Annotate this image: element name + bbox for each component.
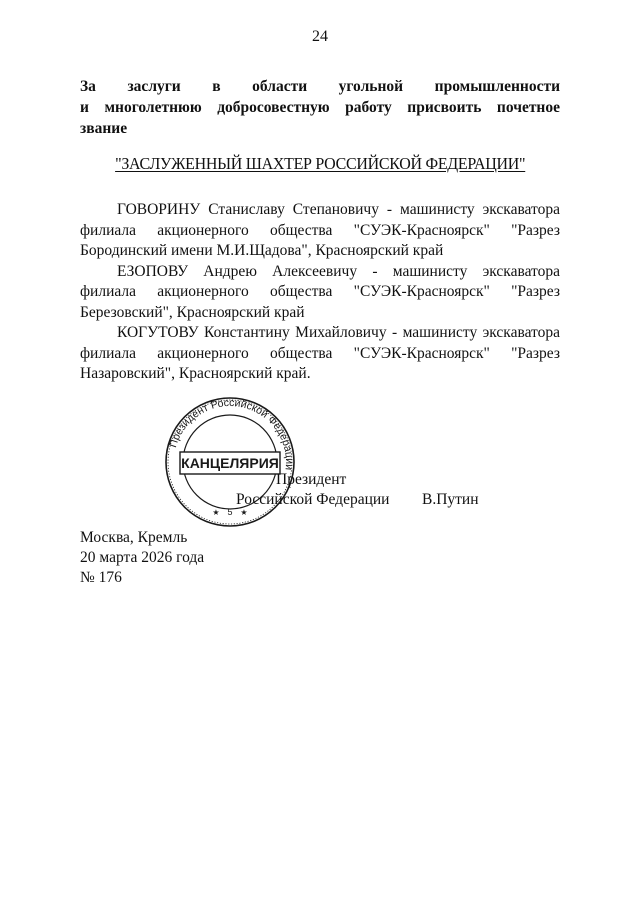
award-title-text: "ЗАСЛУЖЕННЫЙ ШАХТЕР РОССИЙСКОЙ ФЕДЕРАЦИИ" [114,154,526,173]
awardee-line: филиала акционерного общества "СУЭК-Красноярск" "Разрез [80,344,560,362]
awardee-line: филиала акционерного общества "СУЭК-Красноярск" "Разрез [80,283,560,300]
awardees-list [80,200,560,385]
page-number: 24 [312,28,328,45]
document-footer [80,528,380,588]
awardee-line: КОГУТОВУ Константину Михайловичу - машинисту экскаватора [117,324,560,341]
preamble-line-2: и многолетнюю добросовестную работу присвоить почетное [80,99,560,116]
signature-row [236,490,576,510]
signatory-position-line-1: Президент [276,471,347,488]
seal-ring-text: Президент Российской Федерации [167,396,296,471]
awardee-line: ГОВОРИНУ Станиславу Степановичу - машинисту экскаватора [117,201,560,218]
seal-number: 5 [227,507,233,517]
seal-star-icon: ★ [240,508,248,517]
award-title [80,154,560,174]
awardee-line: филиала акционерного общества "СУЭК-Красноярск" "Разрез [80,221,560,239]
signatory-position-line-2: Российской Федерации [236,491,390,508]
preamble-line-1: За заслуги в области угольной промышленности [80,78,560,95]
awardee-line: Березовский", Красноярский край [80,303,305,321]
awardee-line: ЕЗОПОВУ Андрею Алексеевичу - машинисту экскаватора [117,262,560,280]
awardee-entry [80,200,560,262]
preamble-line-3: звание [80,120,128,137]
seal-center-text: КАНЦЕЛЯРИЯ [181,455,279,471]
document-number: № 176 [80,569,122,586]
awardee-entry [80,323,560,385]
awardee-line: Бородинский имени М.И.Щадова", Красноярский край [80,242,444,259]
seal-star-icon: ★ [212,508,220,517]
signature-block [236,470,576,510]
awardee-line: Назаровский", Красноярский край. [80,365,311,382]
signing-date: 20 марта 2026 года [80,549,205,566]
preamble [80,76,560,139]
awardee-entry [80,262,560,324]
signatory-name: В.Путин [422,491,479,508]
signing-place: Москва, Кремль [80,529,188,546]
